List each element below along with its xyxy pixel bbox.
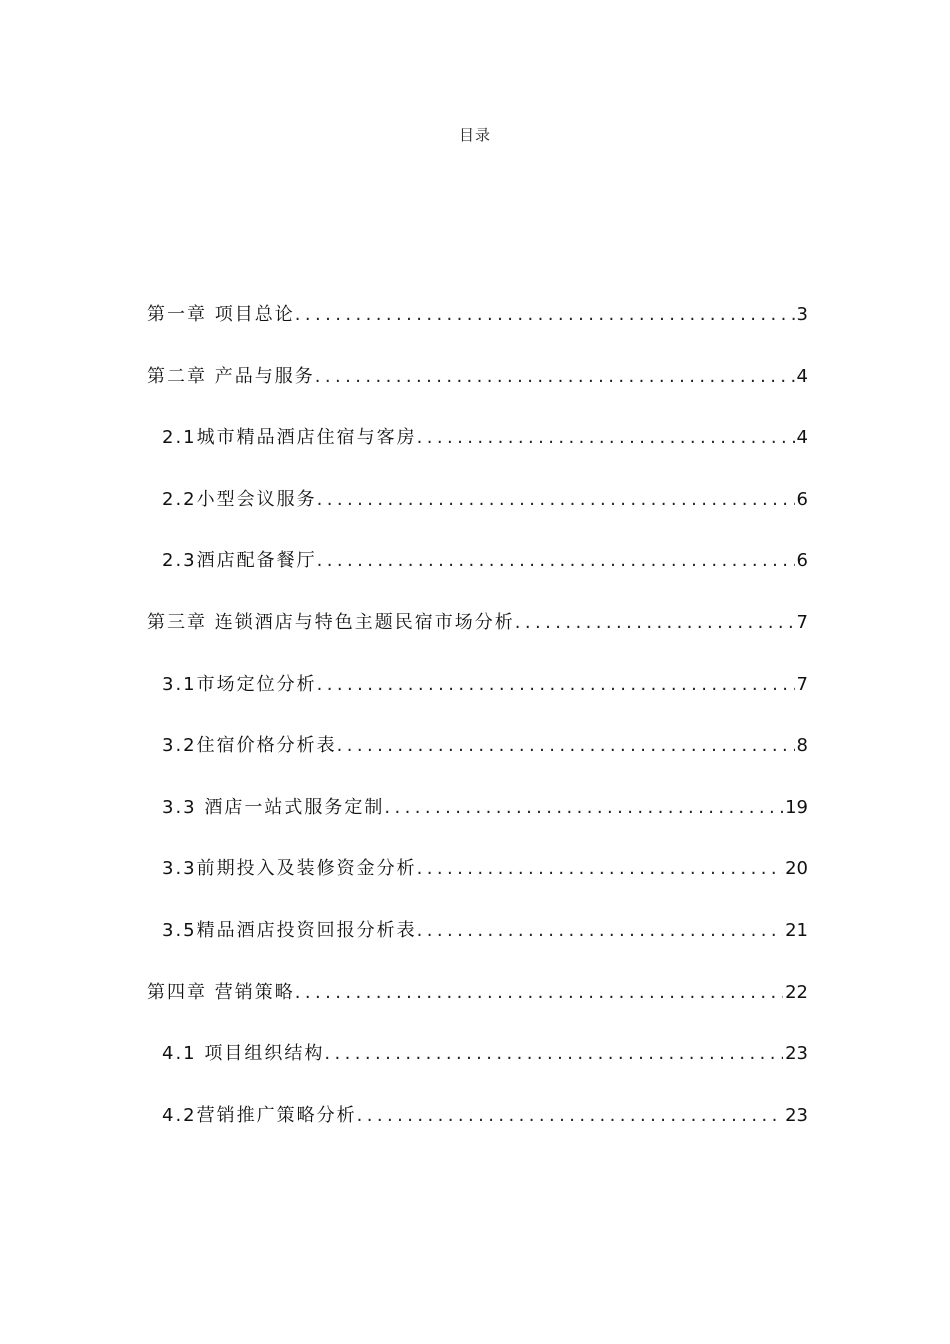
toc-entry-chapter-1[interactable] <box>147 300 808 362</box>
toc-entry-section-2-2[interactable] <box>147 485 808 547</box>
dot-leader <box>295 304 795 325</box>
toc-entry-text: 第三章 连锁酒店与特色主题民宿市场分析 <box>147 611 515 633</box>
dot-leader <box>317 674 795 695</box>
dot-leader <box>317 489 795 510</box>
toc-page-number: 8 <box>796 735 808 757</box>
toc-entry-text: 4.1 项目组织结构 <box>162 1043 325 1065</box>
dot-leader <box>515 612 795 633</box>
toc-entry-section-4-1[interactable] <box>147 1039 808 1101</box>
toc-entry-text: 2.2小型会议服务 <box>162 488 317 510</box>
toc-page-number: 19 <box>785 796 808 818</box>
toc-page-number: 6 <box>796 550 808 572</box>
toc-entry-section-3-2[interactable] <box>147 731 808 793</box>
toc-entry-section-3-3b[interactable] <box>147 854 808 916</box>
toc-entry-text: 第一章 项目总论 <box>147 304 295 325</box>
toc-entry-chapter-4[interactable] <box>147 978 808 1040</box>
toc-page-number: 21 <box>785 919 808 941</box>
dot-leader <box>337 735 795 756</box>
toc-page-number: 7 <box>796 611 808 633</box>
toc-page-number: 23 <box>785 1043 808 1065</box>
toc-entry-chapter-2[interactable] <box>147 362 808 424</box>
table-of-contents <box>147 300 808 1162</box>
toc-entry-text: 2.1城市精品酒店住宿与客房 <box>162 427 417 449</box>
toc-entry-text: 第二章 产品与服务 <box>147 365 315 387</box>
toc-entry-text: 2.3酒店配备餐厅 <box>162 550 317 572</box>
toc-entry-section-2-3[interactable] <box>147 546 808 608</box>
toc-entry-text: 3.5精品酒店投资回报分析表 <box>162 919 417 941</box>
toc-entry-text: 第四章 营销策略 <box>147 981 295 1003</box>
dot-leader <box>324 1043 783 1064</box>
toc-entry-section-4-2[interactable] <box>147 1101 808 1163</box>
toc-page-number: 22 <box>785 981 808 1003</box>
toc-entry-text: 3.3前期投入及装修资金分析 <box>162 858 417 880</box>
toc-entry-chapter-3[interactable] <box>147 608 808 670</box>
toc-page-number: 4 <box>796 427 808 449</box>
toc-page-number: 20 <box>785 858 808 880</box>
toc-page-number: 7 <box>796 673 808 695</box>
toc-entry-text: 3.3 酒店一站式服务定制 <box>162 796 385 818</box>
dot-leader <box>317 550 795 571</box>
dot-leader <box>417 858 783 879</box>
dot-leader <box>295 982 783 1003</box>
dot-leader <box>315 366 795 387</box>
toc-entry-section-3-3[interactable] <box>147 793 808 855</box>
toc-entry-text: 3.2住宿价格分析表 <box>162 735 337 757</box>
toc-page-number: 4 <box>796 365 808 387</box>
toc-page-number: 3 <box>796 304 808 325</box>
dot-leader <box>417 427 795 448</box>
dot-leader <box>384 797 783 818</box>
dot-leader <box>417 920 783 941</box>
toc-entry-section-2-1[interactable] <box>147 423 808 485</box>
toc-title: 目录 <box>458 126 491 144</box>
toc-entry-text: 3.1市场定位分析 <box>162 673 317 695</box>
toc-entry-text: 4.2营销推广策略分析 <box>162 1104 357 1126</box>
toc-page-number: 23 <box>785 1104 808 1126</box>
toc-entry-section-3-1[interactable] <box>147 670 808 732</box>
toc-page-number: 6 <box>796 488 808 510</box>
dot-leader <box>357 1105 783 1126</box>
toc-entry-section-3-5[interactable] <box>147 916 808 978</box>
